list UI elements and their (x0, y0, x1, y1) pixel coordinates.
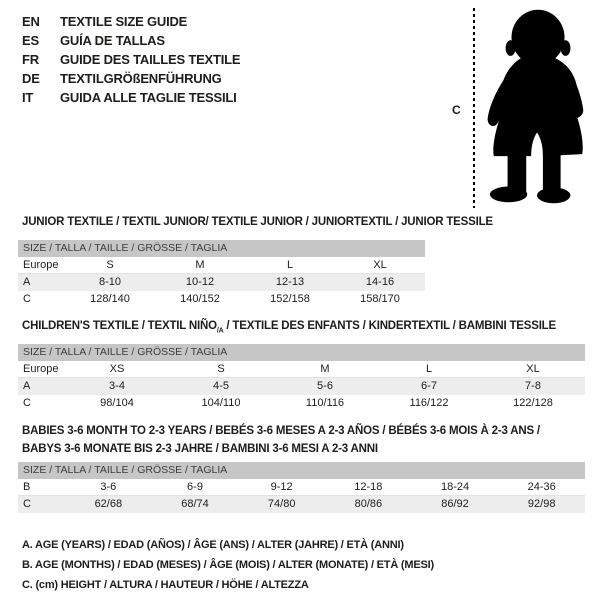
language-label: TEXTILE SIZE GUIDE (60, 14, 188, 29)
size-cell: XL (373, 259, 387, 271)
table-row (18, 496, 585, 513)
language-code: IT (22, 90, 34, 105)
size-cell: 12-13 (275, 276, 305, 288)
table-row (18, 274, 425, 291)
size-cell: 92/98 (527, 498, 556, 510)
size-cell: 128/140 (90, 293, 130, 305)
title-text: CHILDREN'S TEXTILE / TEXTIL NIÑO (22, 320, 217, 332)
size-cell: 7-8 (525, 380, 541, 392)
footnotes (22, 535, 434, 595)
height-marker-label: C (452, 103, 461, 117)
footnote-c: C. (cm) HEIGHT / ALTURA / HAUTEUR / HÖHE / ALTEZZA (22, 579, 309, 591)
size-cell: 80/86 (354, 498, 383, 510)
junior-size-table (18, 240, 425, 308)
language-label: TEXTILGRÖßENFÜHRUNG (60, 71, 222, 86)
size-cell: XL (526, 363, 540, 375)
size-cell: XS (109, 363, 125, 375)
size-cell: 62/68 (94, 498, 123, 510)
size-cell: 10-12 (185, 276, 215, 288)
section-title-junior: JUNIOR TEXTILE / TEXTIL JUNIOR/ TEXTILE JUNIOR / JUNIORTEXTIL / JUNIOR TESSILE (22, 216, 493, 228)
size-cell: 18-24 (440, 481, 470, 493)
size-cell: L (425, 363, 433, 375)
size-cell: 6-7 (421, 380, 437, 392)
size-cell: 14-16 (365, 276, 395, 288)
footnote-a: A. AGE (YEARS) / EDAD (AÑOS) / ÂGE (ANS) / ALTER (JAHRE) / ETÀ (ANNI) (22, 539, 404, 551)
language-label: GUÍA DE TALLAS (60, 33, 165, 48)
language-row-en (22, 12, 240, 31)
size-cell: 4-5 (213, 380, 229, 392)
language-list (22, 12, 240, 107)
size-cell: 5-6 (317, 380, 333, 392)
row-label: A (23, 380, 31, 392)
size-cell: M (320, 363, 330, 375)
size-cell: 3-6 (100, 481, 117, 493)
table-row (18, 378, 585, 395)
size-cell: 8-10 (98, 276, 122, 288)
section-title-babies (22, 422, 540, 458)
size-cell: 74/80 (267, 498, 296, 510)
size-cell: S (217, 363, 225, 375)
language-row-fr (22, 50, 240, 69)
children-size-table (18, 344, 585, 412)
title-text: / TEXTILE DES ENFANTS / KINDERTEXTIL / BAMBINI TESSILE (223, 320, 556, 332)
language-label: GUIDE DES TAILLES TEXTILE (60, 52, 241, 67)
table-row (18, 361, 585, 378)
size-cell: 158/170 (360, 293, 400, 305)
size-header-bar: SIZE / TALLA / TAILLE / GRÖSSE / TAGLIA (18, 240, 425, 257)
language-code: ES (22, 33, 39, 48)
language-code: FR (22, 52, 39, 67)
babies-size-table (18, 462, 585, 513)
table-row (18, 395, 585, 412)
size-cell: 122/128 (513, 397, 553, 409)
row-label: Europe (23, 259, 59, 271)
footnote-b: B. AGE (MONTHS) / EDAD (MESES) / ÂGE (MOIS) / ALTER (MONATE) / ETÀ (MESI) (22, 559, 434, 571)
language-row-es (22, 31, 240, 50)
table-row (18, 291, 425, 308)
size-cell: 116/122 (409, 397, 449, 409)
language-row-de (22, 69, 240, 88)
size-cell: 68/74 (181, 498, 209, 510)
language-code: EN (22, 14, 40, 29)
row-label: A (23, 276, 31, 288)
language-row-it (22, 88, 240, 107)
size-cell: 152/158 (270, 293, 310, 305)
size-cell: 86/92 (441, 498, 469, 510)
title-line-1: BABIES 3-6 MONTH TO 2-3 YEARS / BEBÉS 3-6 MESES A 2-3 AÑOS / BÉBÉS 3-6 MOIS À 2-3 ANS / (22, 425, 540, 437)
section-title-children (22, 320, 556, 334)
size-cell: M (195, 259, 205, 271)
language-code: DE (22, 71, 40, 86)
row-label: C (23, 397, 31, 409)
size-cell: 9-12 (270, 481, 293, 493)
table-row (18, 257, 425, 274)
row-label: B (23, 481, 31, 493)
height-dashed-line (473, 8, 475, 208)
row-label: Europe (23, 363, 59, 375)
language-label: GUIDA ALLE TAGLIE TESSILI (60, 90, 237, 105)
size-cell: 12-18 (354, 481, 383, 493)
size-cell: L (286, 259, 294, 271)
row-label: C (23, 498, 31, 510)
table-row (18, 479, 585, 496)
size-cell: 3-4 (109, 380, 125, 392)
size-header-bar: SIZE / TALLA / TAILLE / GRÖSSE / TAGLIA (18, 344, 585, 361)
title-subscript: /A (216, 327, 224, 335)
title-line-2: BABYS 3-6 MONATE BIS 2-3 JAHRE / BAMBINI 3-6 MESI A 2-3 ANNI (22, 443, 378, 455)
size-cell: 140/152 (180, 293, 220, 305)
size-cell: 98/104 (100, 397, 134, 409)
size-cell: 110/116 (305, 397, 345, 409)
size-header-bar: SIZE / TALLA / TAILLE / GRÖSSE / TAGLIA (18, 462, 585, 479)
toddler-silhouette (484, 6, 594, 208)
row-label: C (23, 293, 31, 305)
size-cell: 104/110 (201, 397, 241, 409)
size-cell: S (106, 259, 114, 271)
size-cell: 24-36 (527, 481, 556, 493)
baby-silhouette-icon (484, 6, 594, 208)
size-cell: 6-9 (187, 481, 203, 493)
